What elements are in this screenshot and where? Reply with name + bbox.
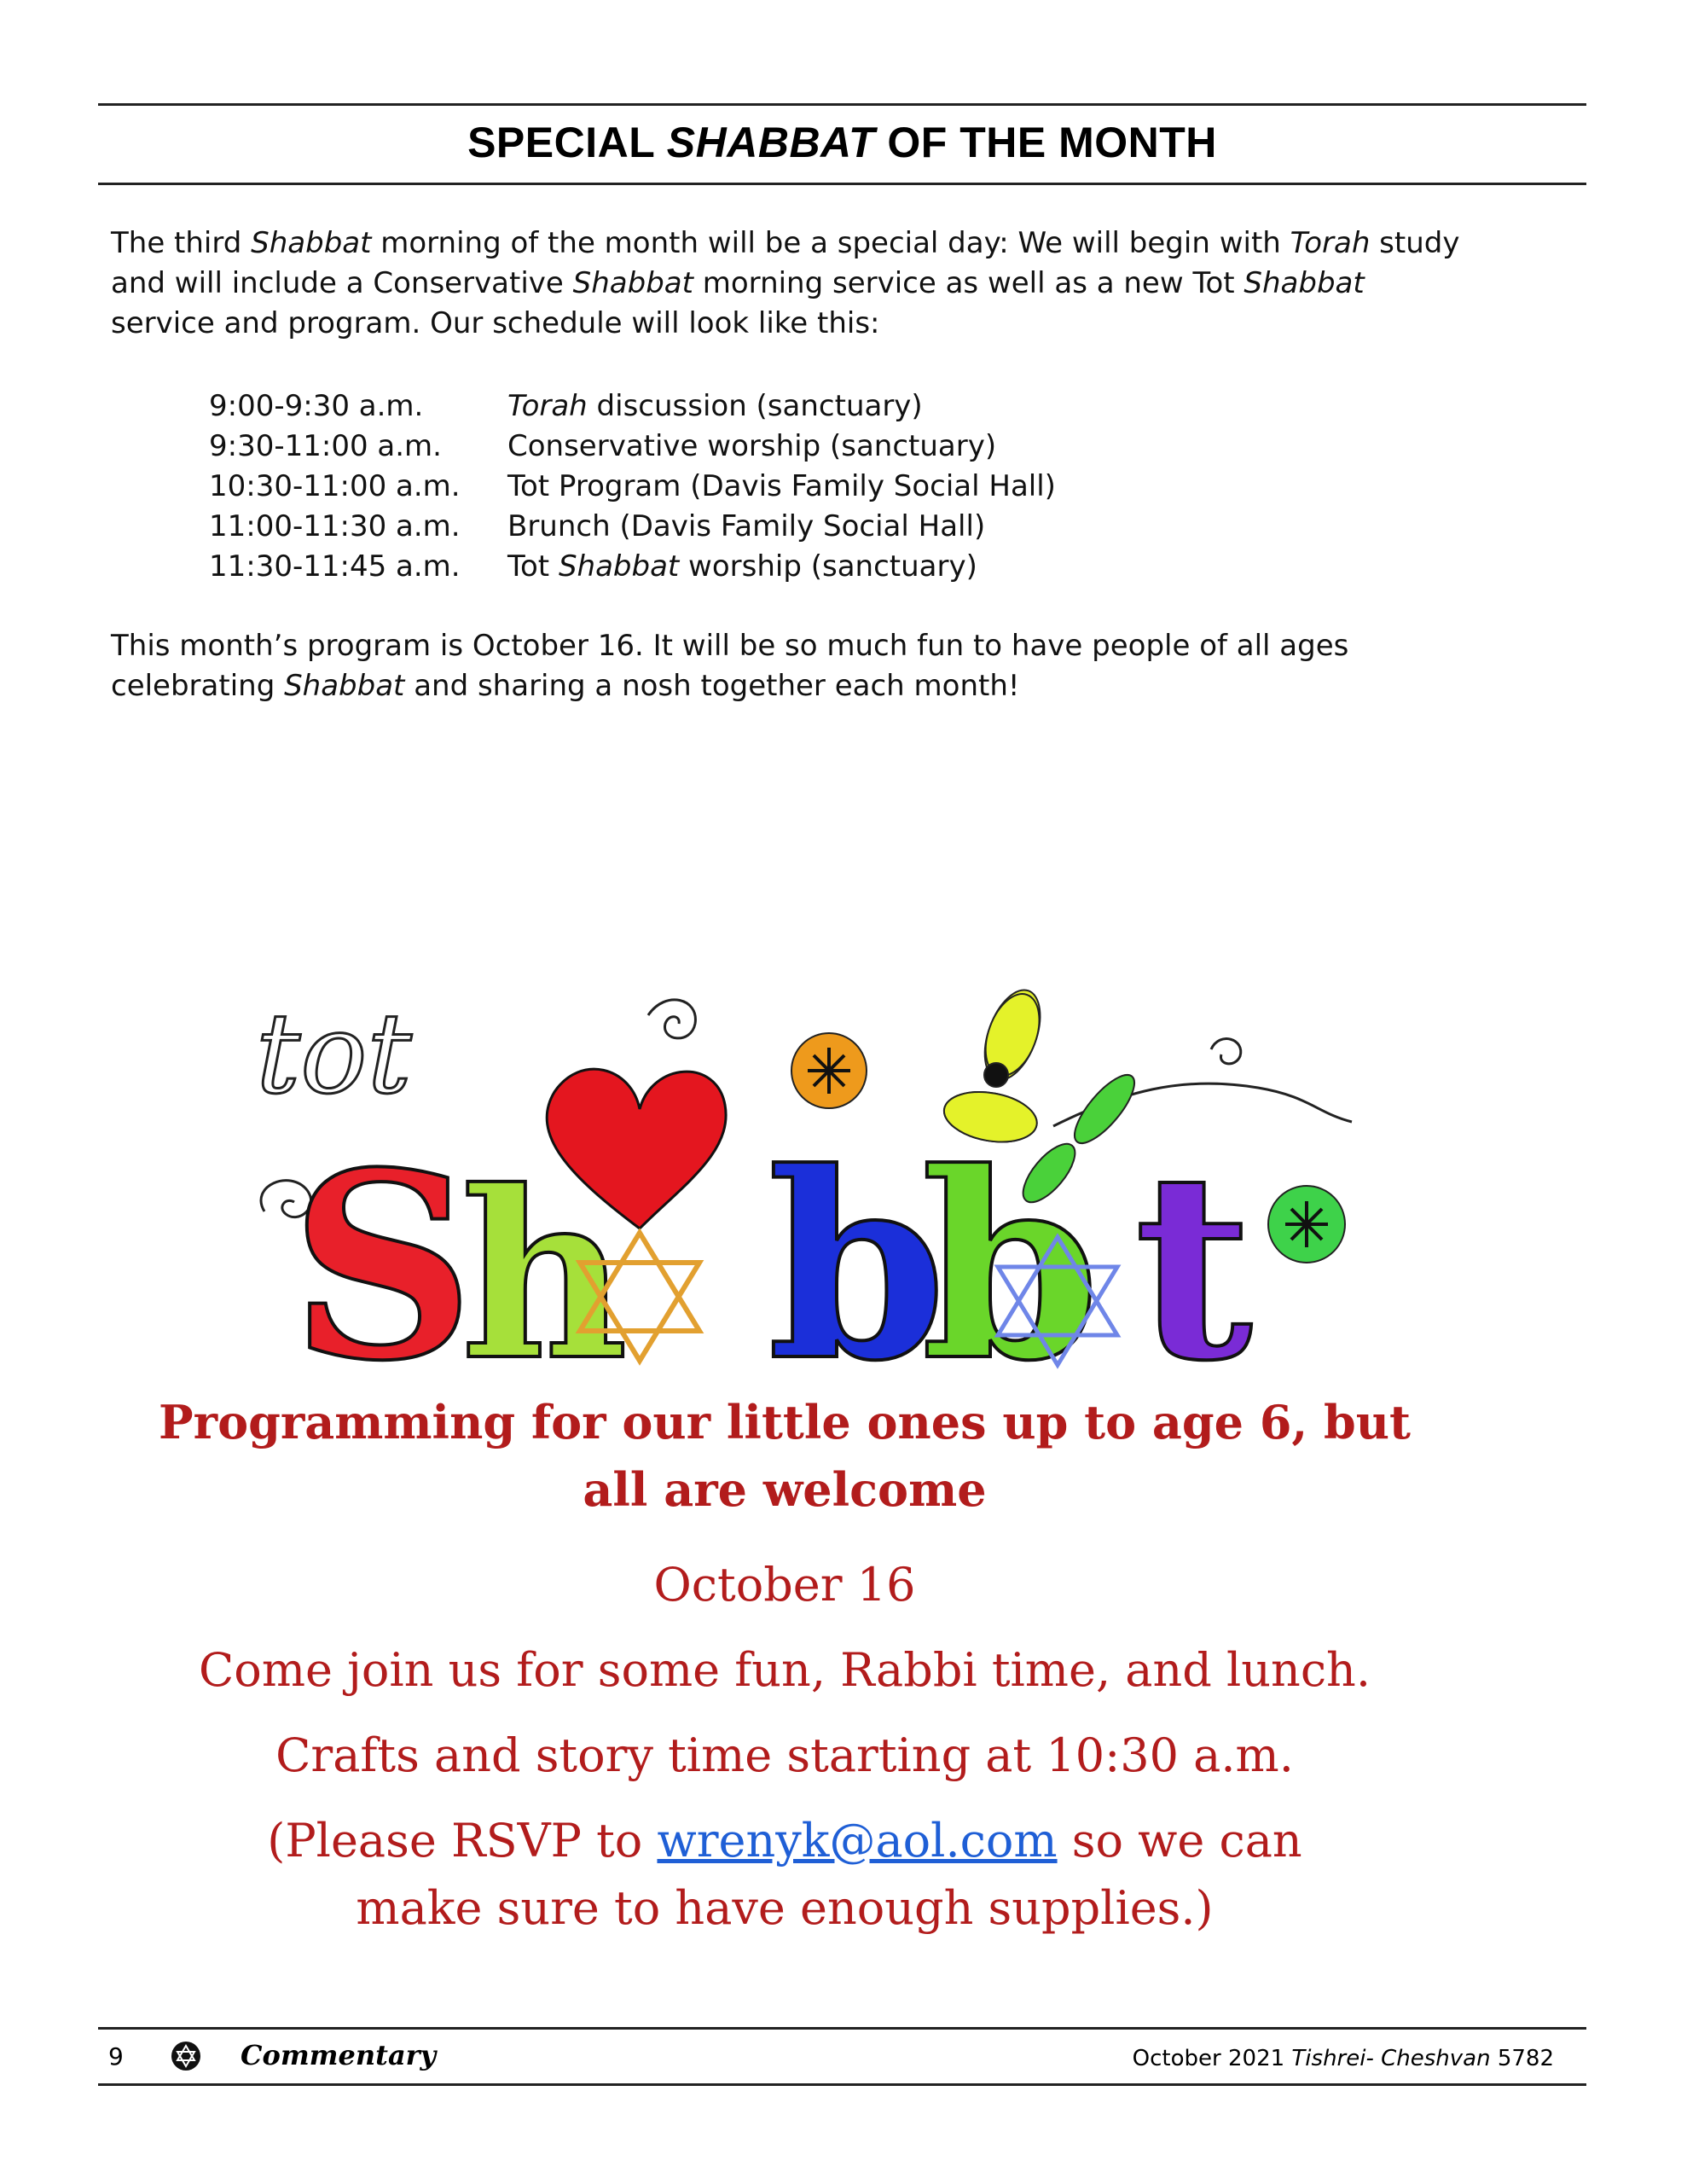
footer-bottom-rule <box>98 2083 1586 2086</box>
announcement-date: October 16 <box>653 1558 916 1612</box>
intro-text: service and program. Our schedule will look like this: <box>111 306 880 340</box>
swirl-icon <box>648 1000 695 1038</box>
schedule-activity <box>507 509 985 543</box>
schedule-activity <box>507 469 1056 503</box>
intro-text: study and will include a Conservative <box>111 226 1460 300</box>
shabbat-letters <box>290 1116 1255 1382</box>
green-asterisk-dot <box>1268 1186 1345 1263</box>
intro-italic: Torah <box>1290 226 1371 260</box>
intro-text: The third <box>111 226 252 260</box>
schedule-activity <box>507 429 996 463</box>
title-post: OF THE MONTH <box>875 119 1217 166</box>
intro-text: morning service as well as a new Tot <box>693 266 1244 300</box>
orange-asterisk-dot <box>791 1033 867 1108</box>
letter-h: h <box>461 1140 629 1382</box>
letter-b2: b <box>921 1116 1100 1382</box>
schedule-time: 9:30-11:00 a.m. <box>209 429 442 463</box>
announcement-line-1: Come join us for some fun, Rabbi time, and lunch. <box>198 1643 1371 1697</box>
schedule-time: 10:30-11:00 a.m. <box>209 469 461 503</box>
schedule-row <box>209 507 1056 547</box>
footer-top-rule <box>98 2027 1586 2030</box>
top-rule <box>98 103 1586 106</box>
intro-italic: Shabbat <box>572 266 693 300</box>
schedule-row <box>209 467 1056 507</box>
schedule-time: 11:00-11:30 a.m. <box>209 509 461 543</box>
schedule-row <box>209 547 1056 587</box>
star-of-david-icon <box>171 2041 201 2071</box>
closing-text: This month’s program is October 16. It will be so much fun to have people of all ages celebrating <box>111 629 1349 703</box>
activity-text: worship (sanctuary) <box>679 549 977 584</box>
page-title <box>98 118 1586 167</box>
swirl-icon <box>1211 1039 1241 1064</box>
intro-italic: Shabbat <box>251 226 372 260</box>
announcement-line-2: Crafts and story time starting at 10:30 a.m. <box>275 1728 1294 1782</box>
activity-text: Tot <box>507 549 559 584</box>
tot-shabbat-artwork <box>213 981 1424 1382</box>
schedule-row <box>209 386 1056 427</box>
title-italic: SHABBAT <box>666 119 875 166</box>
publication-name: Commentary <box>241 2039 437 2071</box>
intro-italic: Shabbat <box>1244 266 1365 300</box>
schedule-row <box>209 427 1056 467</box>
rsvp-text: (Please RSVP to <box>267 1814 658 1867</box>
letter-s: S <box>290 1116 475 1382</box>
announcement-headline: Programming for our little ones up to age 6, but all are welcome <box>159 1395 1411 1517</box>
letter-b1: b <box>768 1116 947 1382</box>
footer-date-text: October 2021 <box>1132 2046 1292 2071</box>
schedule-list <box>209 386 1056 587</box>
page-footer <box>98 2032 1586 2083</box>
footer-date-text: 5782 <box>1490 2046 1554 2071</box>
footer-date-italic: Tishrei- Cheshvan <box>1291 2046 1491 2071</box>
tot-word: tot <box>256 989 412 1118</box>
intro-paragraph <box>111 224 1475 344</box>
closing-text: and sharing a nosh together each month! <box>404 669 1020 703</box>
closing-italic: Shabbat <box>284 669 405 703</box>
rsvp-note <box>102 1807 1467 1942</box>
schedule-time: 9:00-9:30 a.m. <box>209 389 424 423</box>
activity-text: Tot Program (Davis Family Social Hall) <box>507 469 1056 503</box>
intro-text: morning of the month will be a special day: We will begin with <box>371 226 1290 260</box>
footer-date <box>1133 2046 1554 2071</box>
title-underline-rule <box>98 183 1586 185</box>
activity-text: Conservative worship (sanctuary) <box>507 429 997 463</box>
title-pre: SPECIAL <box>467 119 667 166</box>
activity-text: Brunch (Davis Family Social Hall) <box>507 509 986 543</box>
rsvp-email-link[interactable]: wrenyk@aol.com <box>657 1814 1058 1867</box>
schedule-activity <box>507 549 977 584</box>
activity-italic: Torah <box>507 389 588 423</box>
letter-t: t <box>1134 1116 1253 1382</box>
closing-paragraph <box>111 626 1475 706</box>
schedule-time: 11:30-11:45 a.m. <box>209 549 461 584</box>
rsvp-text: so we can make sure to have enough supplies.) <box>356 1814 1302 1935</box>
activity-text: discussion (sanctuary) <box>587 389 923 423</box>
page-number: 9 <box>108 2042 124 2071</box>
schedule-activity <box>507 389 923 423</box>
activity-italic: Shabbat <box>558 549 680 584</box>
